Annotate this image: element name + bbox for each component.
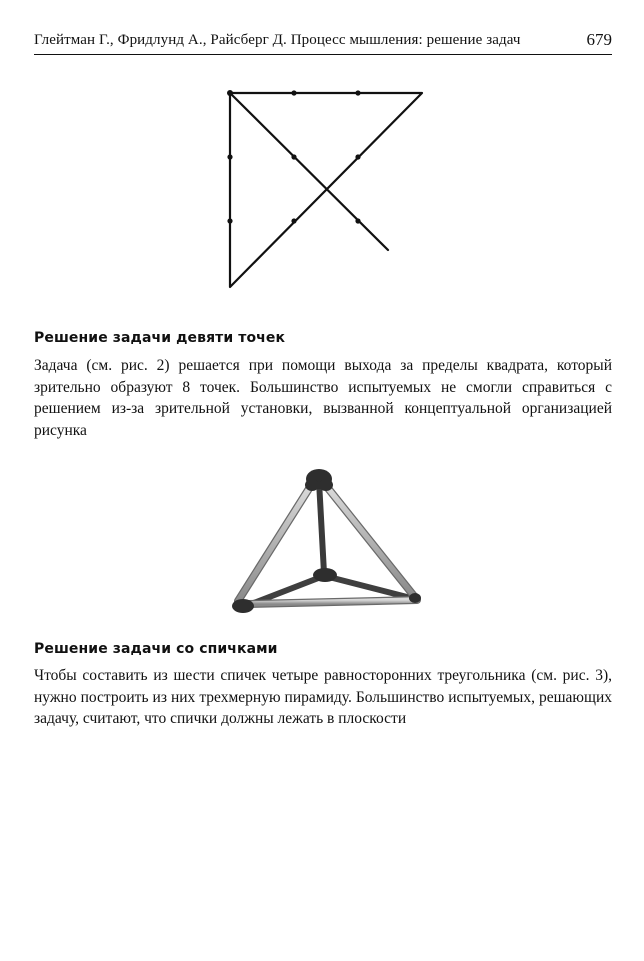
match-pyramid-figure: [205, 455, 445, 625]
section-heading-matches: Решение задачи со спичками: [34, 641, 278, 657]
match-head: [409, 593, 421, 603]
dot: [291, 218, 296, 223]
match-head: [313, 568, 337, 582]
page-number: 679: [586, 30, 612, 49]
match-head: [232, 599, 254, 613]
page-header: [34, 32, 612, 55]
dot: [291, 154, 296, 159]
dot: [355, 90, 360, 95]
section-heading-nine-dots: Решение задачи девяти точек: [34, 330, 286, 346]
paragraph-matches: Чтобы составить из шести спичек четыре равносторонних треугольника (см. рис. 3), нужно построить из них трехмерную пирамиду. Большинство испытуемых, решающих задачу, считают, что спички должны лежать в плоскости: [34, 667, 612, 727]
dot: [227, 218, 232, 223]
match-head: [305, 479, 319, 491]
dot: [227, 90, 233, 96]
paragraph-nine-dots: Задача (см. рис. 2) решается при помощи выхода за пределы квадрата, который зрительно образуют 8 точек. Большинство испытуемых не смогли справиться с решением из-за зрительной установки, вызванной концептуальной организацией рисунка: [34, 357, 612, 439]
running-head: Глейтман Г., Фридлунд А., Райсберг Д. Процесс мышления: решение задач: [34, 32, 521, 48]
match-head: [319, 479, 333, 491]
dot: [291, 90, 296, 95]
match-stick: [319, 481, 324, 573]
dot: [355, 154, 360, 159]
dot: [355, 218, 360, 223]
nine-dots-solution-figure: [205, 80, 445, 295]
solution-path: [230, 93, 422, 287]
dot: [227, 154, 232, 159]
